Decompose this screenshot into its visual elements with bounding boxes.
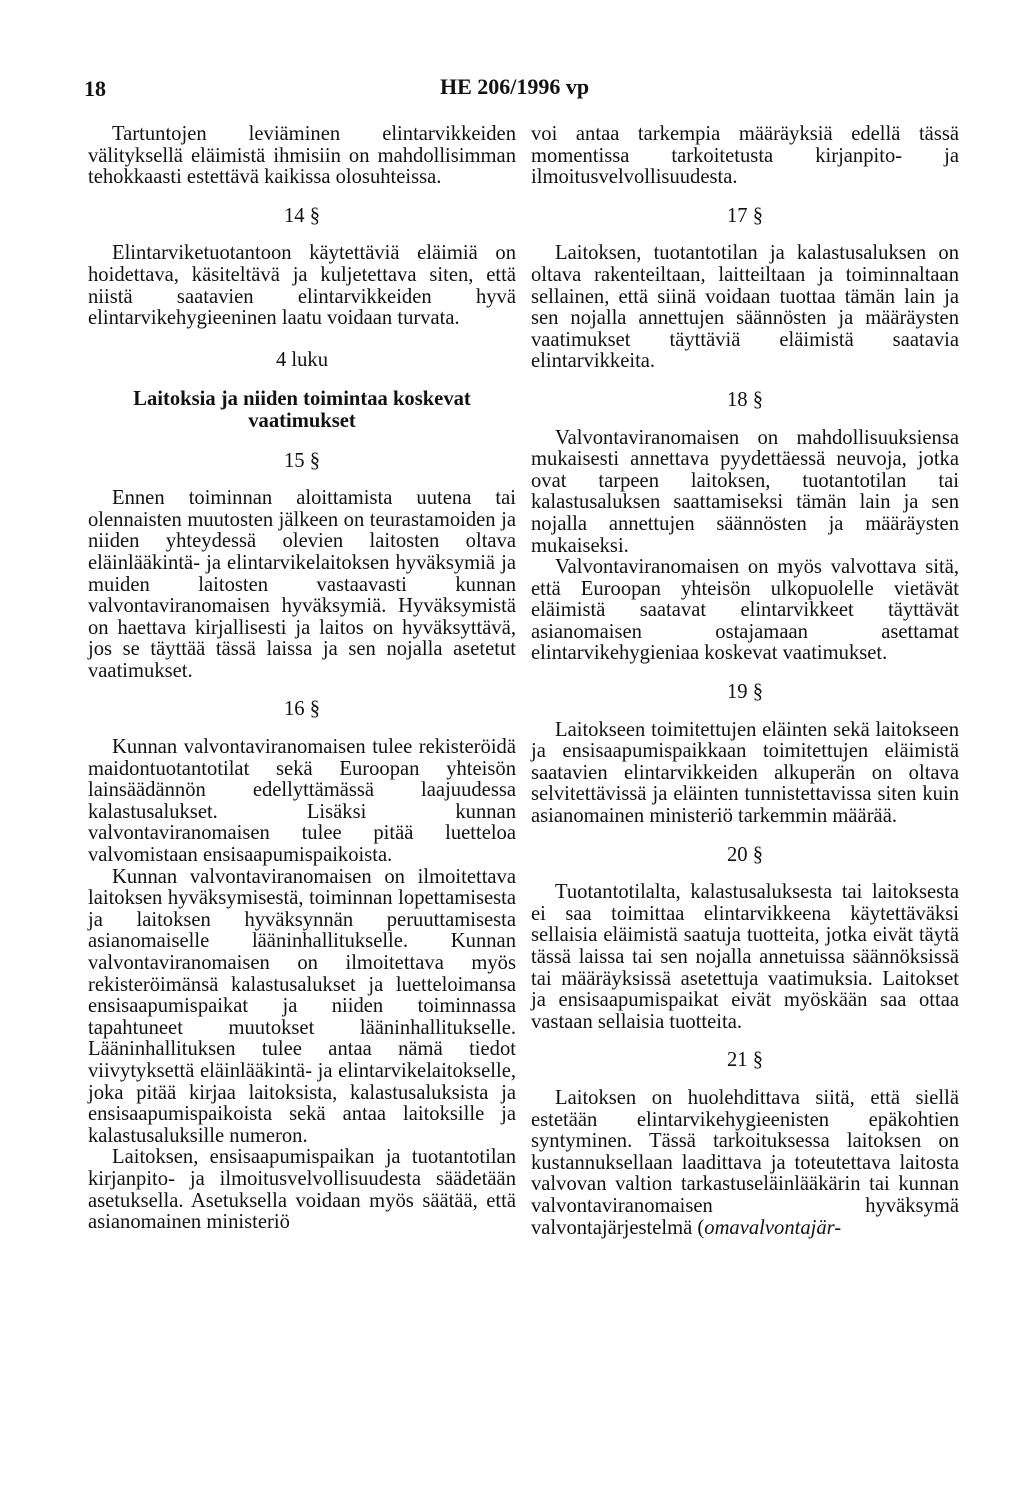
section-20-heading: 20 § <box>726 843 764 866</box>
section-21-paragraph-1 <box>531 1088 959 1239</box>
left-column <box>88 124 516 1234</box>
section-19-heading: 19 § <box>726 681 764 704</box>
page-number: 18 <box>84 76 106 101</box>
paragraph-intro: Tartuntojen leviäminen elintarvikkeiden välityksellä eläimistä ihmisiin on mahdollisimman tehokkaasti estettävä kaikissa olosuhteissa. <box>88 123 516 189</box>
section-16-heading: 16 § <box>283 698 321 721</box>
section-21-heading: 21 § <box>726 1049 764 1072</box>
section-15-paragraph-1: Ennen toiminnan aloittamista uutena tai olennaisten muutosten jälkeen on teurastamoiden ja niiden yhteydessä olevien laitosten oltava eläinlääkintä- ja elintarvikelaitoksen hyväksymiä ja muiden laitosten vastaavasti kunnan valvontaviranomaisen hyväksymiä. Hyväksymistä on haettava kirjallisesti ja laitos on hyväksyttävä, jos se täyttää tässä laissa ja sen nojalla asetetut vaatimukset. <box>88 487 516 682</box>
section-21-italic-term: omavalvontajär- <box>704 1216 842 1239</box>
section-16-paragraph-2: Kunnan valvontaviranomaisen on ilmoitettava laitoksen hyväksymisestä, toiminnan lopettamisesta ja laitoksen hyväksynnän peruuttamisesta asianomaiselle lääninhallitukselle. Kunnan valvontaviranomaisen on ilmoitettava myös rekisteröimänsä kalastusalukset ja luetteloimansa ensisaapumispaikat ja niiden toiminnassa tapahtuneet muutokset lääninhallitukselle. Lääninhallituksen tulee antaa nämä tiedot viivytyksettä eläinlääkintä- ja elintarvikelaitokselle, joka pitää kirjaa laitoksista, kalastusaluksista ja ensisaapumispaikoista sekä antaa laitoksille ja kalastusaluksille numeron. <box>88 865 516 1147</box>
section-17-paragraph-1: Laitoksen, tuotantotilan ja kalastusaluksen on oltava rakenteiltaan, laitteiltaan ja toiminnaltaan sellainen, että siinä voidaan tuottaa tämän lain ja sen nojalla annettujen säännösten ja määräysten vaatimukset täyttäviä eläimistä saatavia elintarvikkeita. <box>531 242 959 373</box>
section-15-heading: 15 § <box>283 449 321 472</box>
section-14-paragraph-1: Elintarviketuotantoon käytettäviä eläimiä on hoidettava, käsiteltävä ja kuljetettava siten, että niistä saatavien elintarvikkeiden hyvä elintarvikehygieeninen laatu voidaan turvata. <box>88 242 516 330</box>
paragraph-continuation: voi antaa tarkempia määräyksiä edellä tässä momentissa tarkoitetusta kirjanpito- ja ilmoitusvelvollisuudesta. <box>531 123 959 189</box>
chapter-title: Laitoksia ja niiden toimintaa koskevat vaatimukset <box>133 388 471 432</box>
right-column <box>531 124 959 1239</box>
section-18-paragraph-1: Valvontaviranomaisen on mahdollisuuksiensa mukaisesti annettava pyydettäessä neuvoja, jotka ovat tarpeen laitoksen, tuotantotilan tai kalastusaluksen saattamiseksi tämän lain ja sen nojalla annettujen säännösten ja määräysten mukaiseksi. <box>531 426 959 557</box>
chapter-number: 4 luku <box>275 348 329 371</box>
section-16-paragraph-3: Laitoksen, ensisaapumispaikan ja tuotantotilan kirjanpito- ja ilmoitusvelvollisuudesta säädetään asetuksella. Asetuksella voidaan myös säätää, että asianomainen ministeriö <box>88 1146 516 1234</box>
section-20-paragraph-1: Tuotantotilalta, kalastusaluksesta tai laitoksesta ei saa toimittaa elintarvikkeena käytettäväksi sellaisia eläimistä saatuja tuotteita, jotka eivät täytä tässä laissa tai sen nojalla annetuissa säännöksissä tai määräyksissä asetettuja vaatimuksia. Laitokset ja ensisaapumispaikat eivät myöskään saa ottaa vastaan sellaisia tuotteita. <box>531 881 959 1033</box>
section-18-paragraph-2: Valvontaviranomaisen on myös valvottava sitä, että Euroopan yhteisön ulkopuolelle vietävät eläimistä saatavat elintarvikkeet täyttävät asianomaisen ostajamaan asettamat elintarvikehygieniaa koskevat vaatimukset. <box>531 556 959 665</box>
section-14-heading: 14 § <box>283 204 321 227</box>
section-21-text: Laitoksen on huolehdittava siitä, että siellä estetään elintarvikehygieenisten epäkohtien syntyminen. Tässä tarkoituksessa laitoksen on kustannuksellaan laadittava ja toteutettava laitosta valvovan valtion tarkastuseläinlääkärin tai kunnan valvontaviranomaisen hyväksymä valvontajärjestelmä ( <box>531 1086 959 1239</box>
section-19-paragraph-1: Laitokseen toimitettujen eläinten sekä laitokseen ja ensisaapumispaikkaan toimitettujen eläimistä saatavien elintarvikkeiden alkuperän on oltava selvitettävissä ja eläinten tunnistettavissa siten kuin asianomainen ministeriö tarkemmin määrää. <box>531 718 959 828</box>
section-18-heading: 18 § <box>726 388 764 411</box>
section-17-heading: 17 § <box>726 204 764 227</box>
running-title: HE 206/1996 vp <box>440 74 590 99</box>
section-16-paragraph-1: Kunnan valvontaviranomaisen tulee rekisteröidä maidontuotantotilat sekä Euroopan yhteisön lainsäädännön edellyttämässä laajuudessa kalastusalukset. Lisäksi kunnan valvontaviranomaisen tulee pitää luetteloa valvomistaan ensisaapumispaikoista. <box>88 736 516 867</box>
